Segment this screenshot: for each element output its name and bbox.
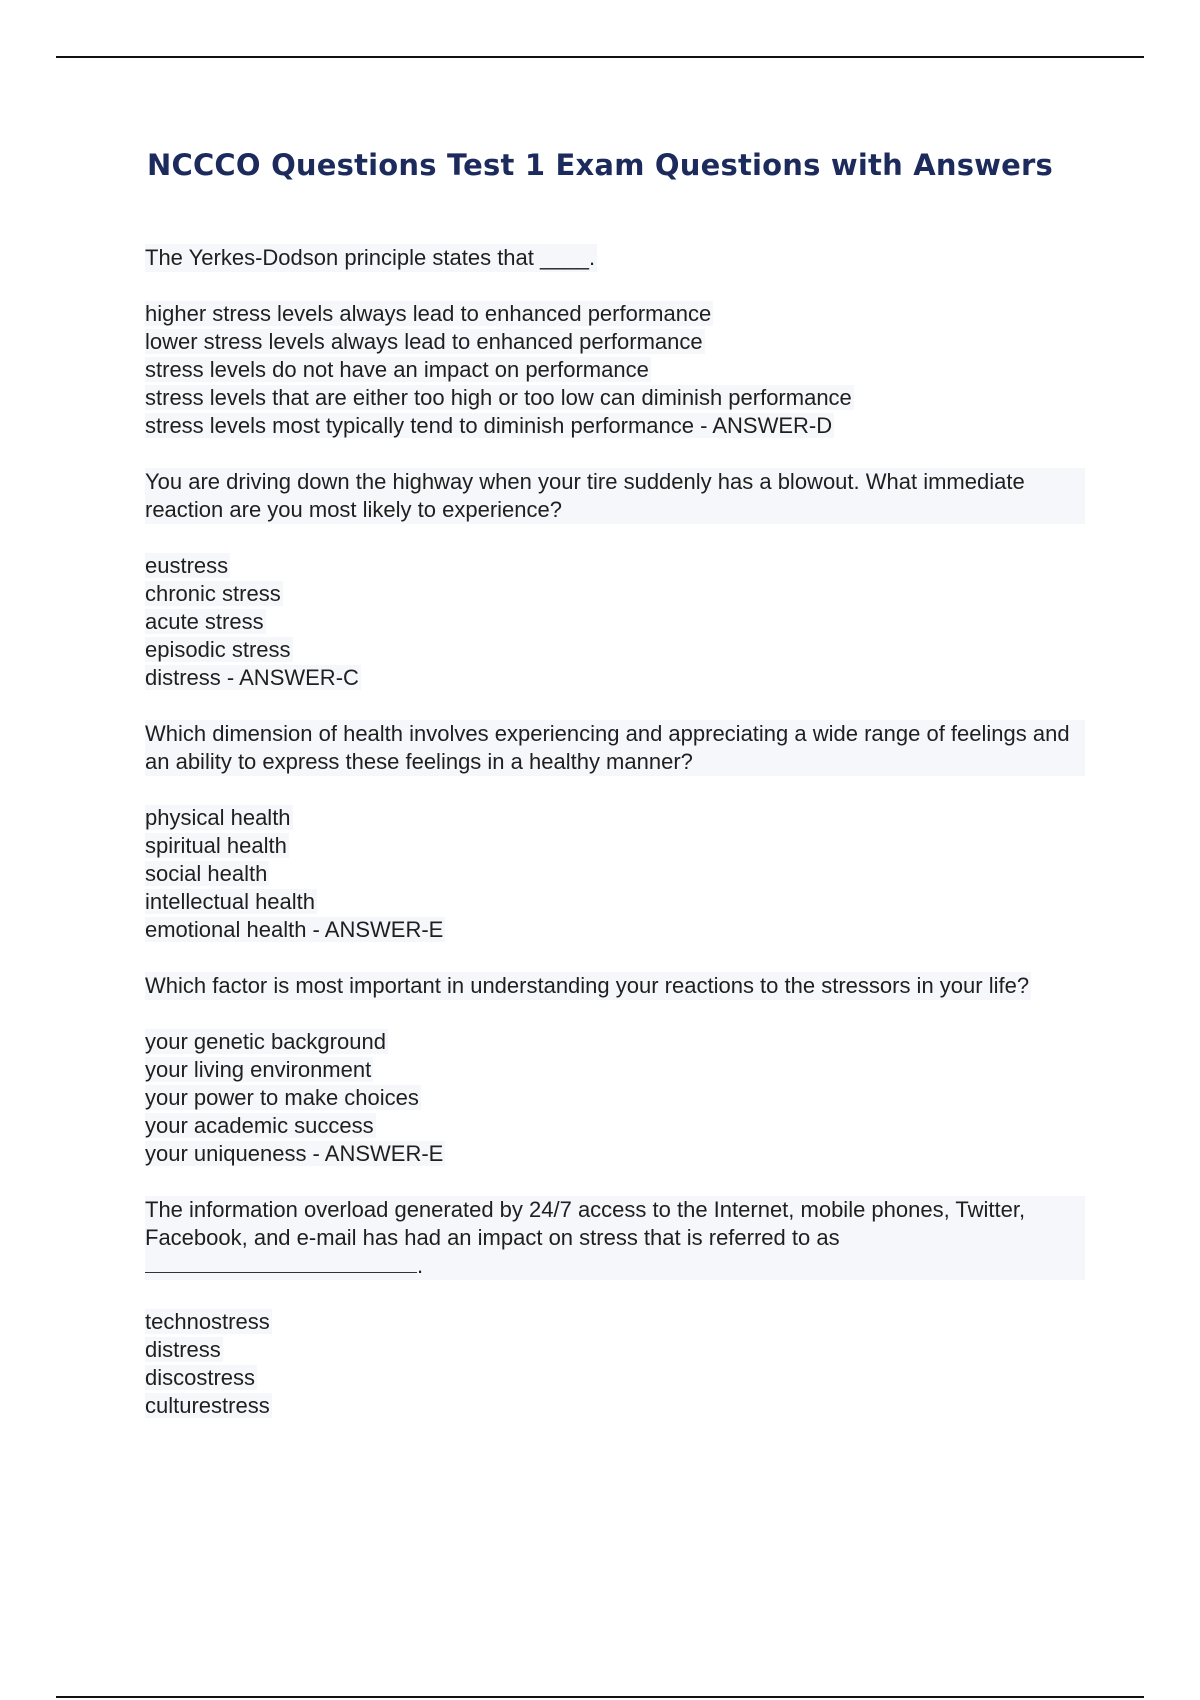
answer-option: higher stress levels always lead to enhanced performance [145, 301, 712, 326]
question-text: Which factor is most important in understanding your reactions to the stressors in your life? [145, 973, 1030, 998]
answer-option: your academic success [145, 1113, 374, 1138]
question-text-end: . [417, 1253, 424, 1278]
answer-option: lower stress levels always lead to enhanced performance [145, 329, 703, 354]
answer-options [145, 1308, 1085, 1420]
document-title: NCCCO Questions Test 1 Exam Questions with Answers [147, 148, 1053, 182]
answer-option: your living environment [145, 1057, 372, 1082]
question-block-3 [145, 720, 1085, 944]
answer-option: your genetic background [145, 1029, 386, 1054]
answer-option: episodic stress [145, 637, 291, 662]
question-text [145, 1196, 1085, 1280]
answer-option: social health [145, 861, 268, 886]
answer-options [145, 804, 1085, 944]
question-text: Which dimension of health involves experiencing and appreciating a wide range of feelings and an ability to express these feelings in a healthy manner? [145, 720, 1085, 776]
answer-option: emotional health - ANSWER-E [145, 917, 444, 942]
answer-option: discostress [145, 1365, 256, 1390]
question-block-2 [145, 468, 1085, 692]
answer-option: culturestress [145, 1393, 270, 1418]
answer-option: stress levels that are either too high or too low can diminish performance [145, 385, 852, 410]
answer-option: your uniqueness - ANSWER-E [145, 1141, 444, 1166]
question-text: You are driving down the highway when your tire suddenly has a blowout. What immediate reaction are you most likely to experience? [145, 468, 1085, 524]
answer-option: technostress [145, 1309, 270, 1334]
answer-option: intellectual health [145, 889, 316, 914]
answer-option: your power to make choices [145, 1085, 419, 1110]
question-block-1 [145, 244, 1085, 440]
question-block-4 [145, 972, 1085, 1168]
question-block-5 [145, 1196, 1085, 1420]
answer-option: stress levels most typically tend to diminish performance - ANSWER-D [145, 413, 833, 438]
question-text-main: The information overload generated by 24/7 access to the Internet, mobile phones, Twitter, Facebook, and e-mail has had an impact on stress that is referred to as [145, 1197, 1026, 1250]
answer-option: eustress [145, 553, 229, 578]
question-text: The Yerkes-Dodson principle states that ____. [145, 245, 596, 270]
answer-options [145, 1028, 1085, 1168]
answer-option: acute stress [145, 609, 264, 634]
footer-rule [56, 1696, 1144, 1698]
answer-option: physical health [145, 805, 291, 830]
answer-options [145, 552, 1085, 692]
document-body [145, 244, 1085, 1448]
fill-in-blank [145, 1258, 417, 1273]
answer-option: stress levels do not have an impact on performance [145, 357, 649, 382]
answer-option: distress [145, 1337, 221, 1362]
answer-option: spiritual health [145, 833, 287, 858]
answer-option: chronic stress [145, 581, 281, 606]
header-rule [56, 56, 1144, 58]
answer-option: distress - ANSWER-C [145, 665, 359, 690]
answer-options [145, 300, 1085, 440]
